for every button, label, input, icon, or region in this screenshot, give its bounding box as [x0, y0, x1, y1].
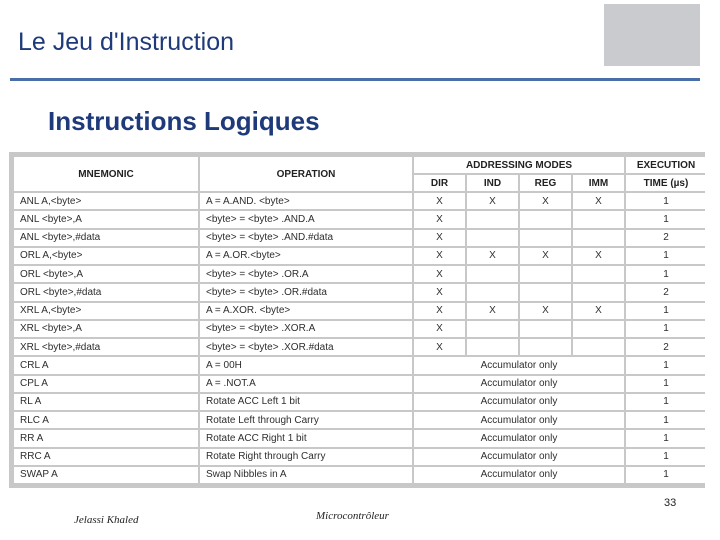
- cell-reg: X: [520, 193, 571, 209]
- cell-time: 2: [626, 230, 706, 246]
- cell-mnemonic: ORL A,<byte>: [14, 248, 198, 264]
- cell-mnemonic: XRL <byte>,#data: [14, 339, 198, 355]
- cell-mnemonic: ANL <byte>,#data: [14, 230, 198, 246]
- cell-mnemonic: XRL <byte>,A: [14, 321, 198, 337]
- cell-operation: <byte> = <byte> .AND.A: [200, 211, 412, 227]
- cell-operation: A = A.OR.<byte>: [200, 248, 412, 264]
- cell-reg: [520, 211, 571, 227]
- table-row: [14, 467, 706, 483]
- cell-imm: [573, 266, 624, 282]
- cell-time: 2: [626, 284, 706, 300]
- corner-decoration: [604, 4, 700, 66]
- cell-imm: X: [573, 303, 624, 319]
- table-row: [14, 303, 706, 319]
- cell-mnemonic: CRL A: [14, 357, 198, 373]
- cell-addressing-mode: Accumulator only: [414, 394, 624, 410]
- cell-mnemonic: SWAP A: [14, 467, 198, 483]
- cell-time: 1: [626, 211, 706, 227]
- cell-operation: A = .NOT.A: [200, 376, 412, 392]
- cell-time: 1: [626, 430, 706, 446]
- cell-imm: [573, 284, 624, 300]
- cell-time: 1: [626, 394, 706, 410]
- cell-time: 2: [626, 339, 706, 355]
- cell-operation: <byte> = <byte> .OR.#data: [200, 284, 412, 300]
- cell-imm: [573, 211, 624, 227]
- cell-reg: [520, 339, 571, 355]
- cell-time: 1: [626, 449, 706, 465]
- cell-operation: A = 00H: [200, 357, 412, 373]
- cell-addressing-mode: Accumulator only: [414, 357, 624, 373]
- cell-operation: Rotate Left through Carry: [200, 412, 412, 428]
- header-dir: DIR: [414, 175, 465, 191]
- cell-imm: X: [573, 193, 624, 209]
- instruction-table-frame: [9, 152, 705, 488]
- cell-dir: X: [414, 339, 465, 355]
- cell-imm: X: [573, 248, 624, 264]
- table-row: [14, 449, 706, 465]
- table-row: [14, 339, 706, 355]
- cell-ind: X: [467, 193, 518, 209]
- cell-ind: [467, 339, 518, 355]
- footer-author: Jelassi Khaled: [74, 514, 139, 526]
- cell-ind: X: [467, 303, 518, 319]
- header-reg: REG: [520, 175, 571, 191]
- cell-time: 1: [626, 467, 706, 483]
- cell-mnemonic: ANL <byte>,A: [14, 211, 198, 227]
- cell-ind: [467, 321, 518, 337]
- cell-mnemonic: ORL <byte>,A: [14, 266, 198, 282]
- cell-mnemonic: XRL A,<byte>: [14, 303, 198, 319]
- cell-mnemonic: CPL A: [14, 376, 198, 392]
- cell-time: 1: [626, 266, 706, 282]
- table-row: [14, 430, 706, 446]
- cell-time: 1: [626, 321, 706, 337]
- cell-time: 1: [626, 357, 706, 373]
- table-row: [14, 357, 706, 373]
- cell-mnemonic: RL A: [14, 394, 198, 410]
- header-addressing-modes: ADDRESSING MODES: [414, 157, 624, 173]
- table-body: [14, 193, 706, 483]
- cell-ind: [467, 211, 518, 227]
- cell-operation: <byte> = <byte> .XOR.#data: [200, 339, 412, 355]
- cell-dir: X: [414, 284, 465, 300]
- header-ind: IND: [467, 175, 518, 191]
- cell-ind: [467, 284, 518, 300]
- header-imm: IMM: [573, 175, 624, 191]
- cell-addressing-mode: Accumulator only: [414, 412, 624, 428]
- cell-time: 1: [626, 193, 706, 209]
- logic-instruction-table: [12, 155, 708, 485]
- cell-dir: X: [414, 303, 465, 319]
- cell-mnemonic: RR A: [14, 430, 198, 446]
- cell-operation: Rotate Right through Carry: [200, 449, 412, 465]
- header-execution: EXECUTION: [626, 157, 706, 173]
- table-header-row: [14, 157, 706, 173]
- page-number: 33: [664, 497, 677, 509]
- cell-operation: Rotate ACC Left 1 bit: [200, 394, 412, 410]
- cell-imm: [573, 230, 624, 246]
- table-row: [14, 321, 706, 337]
- header-operation: OPERATION: [200, 157, 412, 191]
- table-row: [14, 376, 706, 392]
- header-mnemonic: MNEMONIC: [14, 157, 198, 191]
- slide-title: Le Jeu d'Instruction: [18, 28, 235, 56]
- cell-mnemonic: ORL <byte>,#data: [14, 284, 198, 300]
- cell-dir: X: [414, 211, 465, 227]
- cell-reg: [520, 266, 571, 282]
- cell-time: 1: [626, 303, 706, 319]
- cell-time: 1: [626, 412, 706, 428]
- cell-dir: X: [414, 266, 465, 282]
- header-time: TIME (µs): [626, 175, 706, 191]
- cell-ind: [467, 266, 518, 282]
- cell-time: 1: [626, 376, 706, 392]
- section-subtitle: Instructions Logiques: [48, 106, 320, 136]
- table-row: [14, 284, 706, 300]
- cell-imm: [573, 339, 624, 355]
- cell-mnemonic: RLC A: [14, 412, 198, 428]
- cell-reg: [520, 284, 571, 300]
- cell-addressing-mode: Accumulator only: [414, 449, 624, 465]
- table-row: [14, 394, 706, 410]
- cell-imm: [573, 321, 624, 337]
- cell-dir: X: [414, 248, 465, 264]
- table-row: [14, 412, 706, 428]
- cell-addressing-mode: Accumulator only: [414, 467, 624, 483]
- cell-operation: <byte> = <byte> .AND.#data: [200, 230, 412, 246]
- cell-operation: <byte> = <byte> .XOR.A: [200, 321, 412, 337]
- cell-reg: X: [520, 248, 571, 264]
- cell-operation: A = A.XOR. <byte>: [200, 303, 412, 319]
- table-row: [14, 266, 706, 282]
- cell-addressing-mode: Accumulator only: [414, 376, 624, 392]
- cell-reg: [520, 230, 571, 246]
- cell-operation: Rotate ACC Right 1 bit: [200, 430, 412, 446]
- table-row: [14, 230, 706, 246]
- cell-operation: A = A.AND. <byte>: [200, 193, 412, 209]
- cell-ind: [467, 230, 518, 246]
- cell-reg: X: [520, 303, 571, 319]
- table-row: [14, 248, 706, 264]
- cell-addressing-mode: Accumulator only: [414, 430, 624, 446]
- table-row: [14, 211, 706, 227]
- cell-dir: X: [414, 321, 465, 337]
- cell-ind: X: [467, 248, 518, 264]
- table-row: [14, 193, 706, 209]
- cell-reg: [520, 321, 571, 337]
- cell-dir: X: [414, 193, 465, 209]
- cell-dir: X: [414, 230, 465, 246]
- cell-operation: <byte> = <byte> .OR.A: [200, 266, 412, 282]
- cell-operation: Swap Nibbles in A: [200, 467, 412, 483]
- cell-mnemonic: RRC A: [14, 449, 198, 465]
- cell-time: 1: [626, 248, 706, 264]
- cell-mnemonic: ANL A,<byte>: [14, 193, 198, 209]
- footer-course: Microcontrôleur: [316, 510, 389, 522]
- title-divider: [10, 78, 700, 81]
